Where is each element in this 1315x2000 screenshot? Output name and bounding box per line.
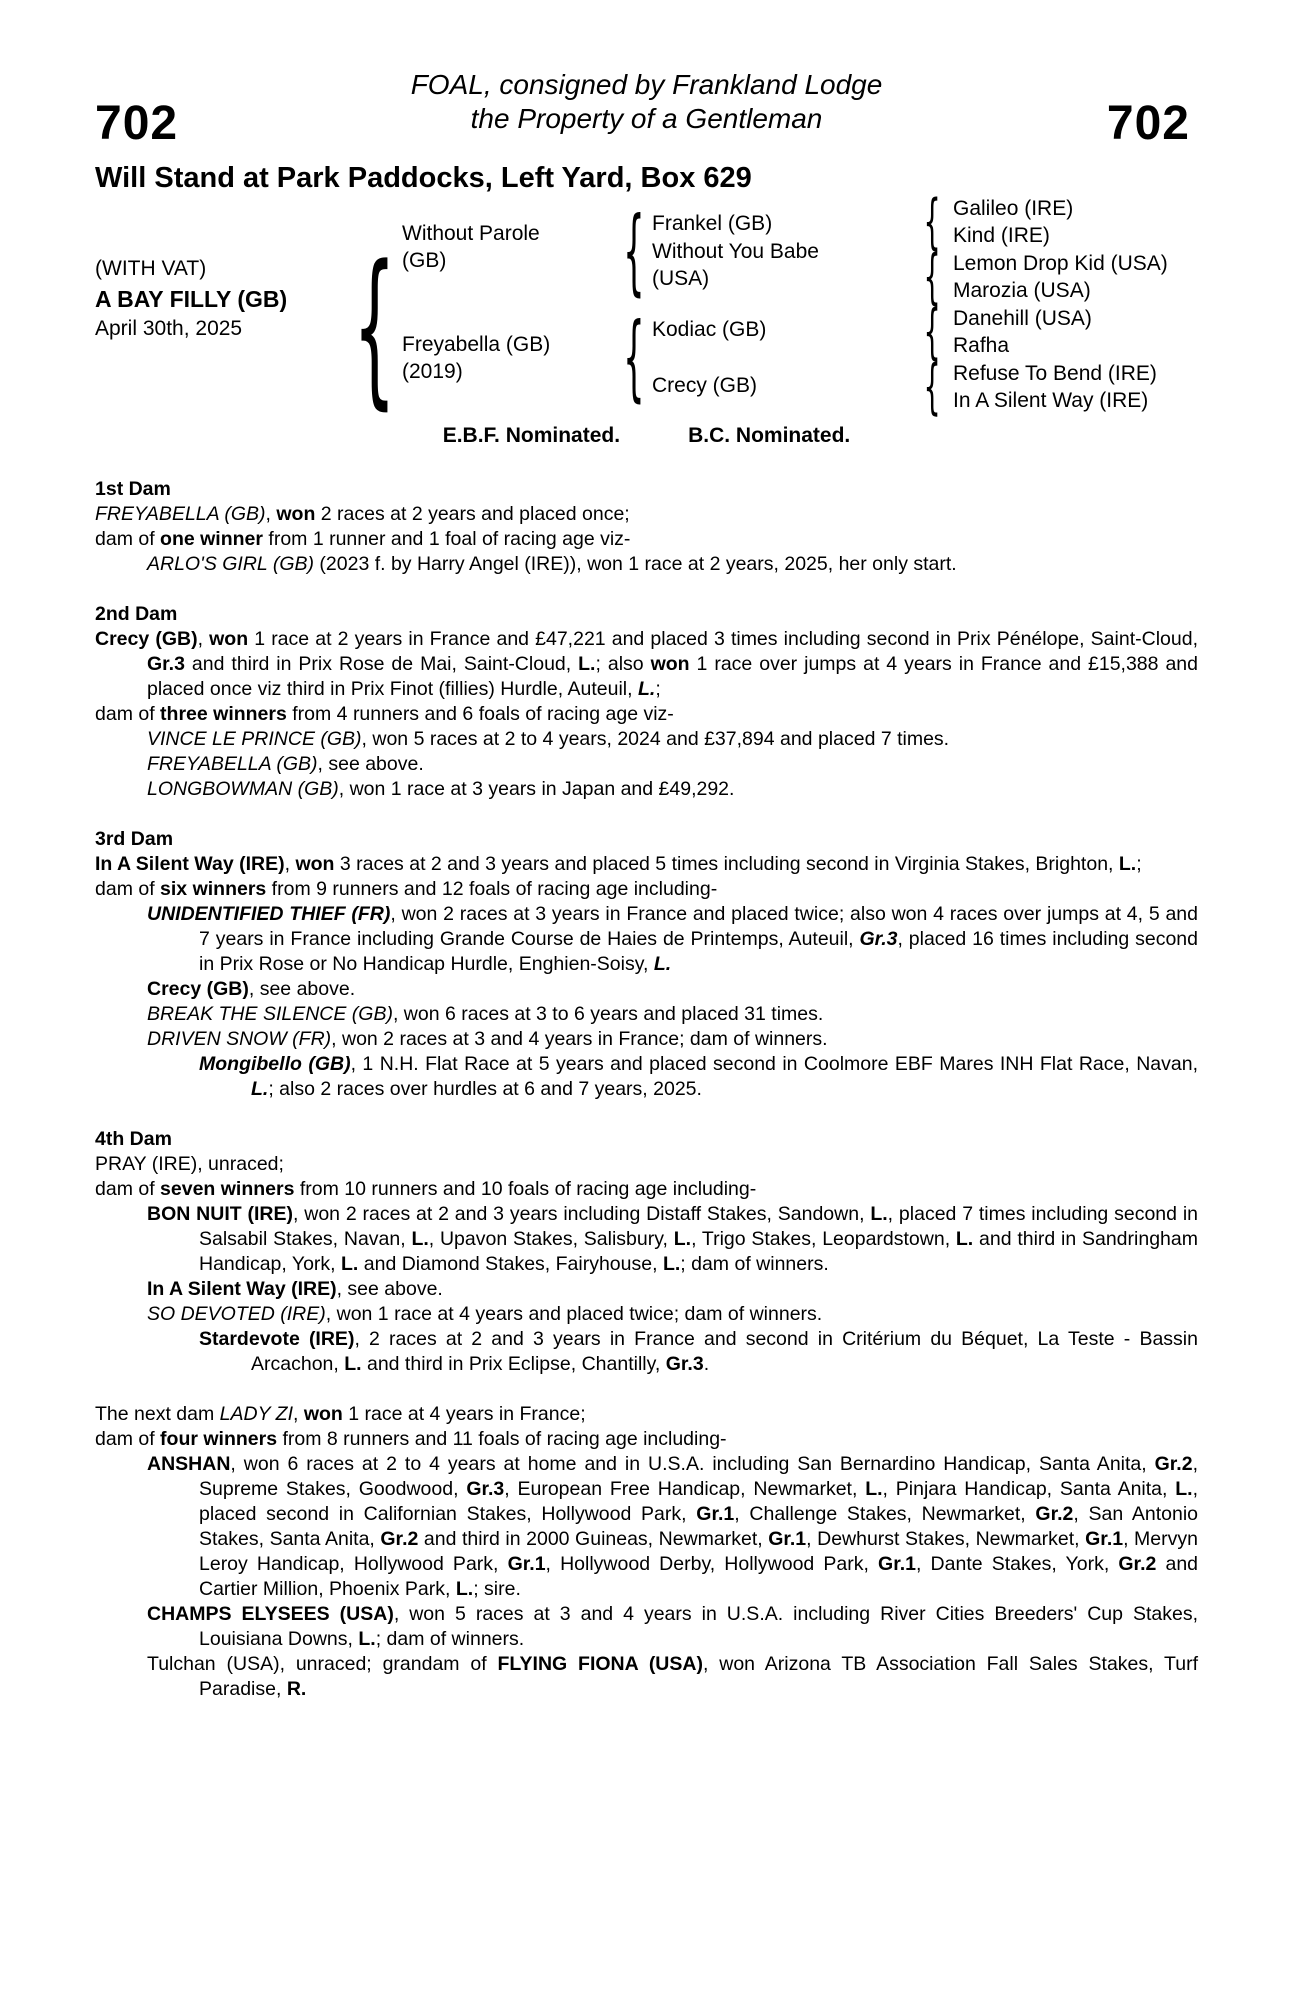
text-segment: ; also 2 races over hurdles at 6 and 7 years, 2025. (268, 1078, 702, 1100)
pedigree-paragraph (95, 1002, 1198, 1027)
text-segment: Gr.1 (1085, 1528, 1124, 1550)
text-segment: L. (1118, 853, 1137, 875)
dam-sire-line1: Kodiac (GB) (652, 318, 767, 341)
text-segment: dam of (95, 1428, 161, 1450)
text-segment: L. (251, 1078, 269, 1100)
sire-line2: (GB) (402, 249, 447, 272)
text-segment: dam of (95, 703, 161, 725)
text-segment: ARLO'S GIRL (GB) (147, 553, 314, 575)
pedigree-paragraph (95, 1152, 1198, 1177)
pedigree-paragraph (95, 1202, 1198, 1277)
text-segment: Gr.3 (665, 1353, 704, 1375)
text-segment: L. (455, 1578, 474, 1600)
text-segment: , placed second in Californian Stakes, Hollywood Park, (199, 1478, 1198, 1525)
text-segment: UNIDENTIFIED THIEF (FR) (147, 903, 391, 925)
text-segment: , placed 7 times including second in Salsabil Stakes, Navan, (199, 1203, 1198, 1250)
text-segment: ; sire. (473, 1578, 521, 1600)
text-segment: , (197, 628, 210, 650)
text-segment: won (303, 1403, 343, 1425)
text-segment: Gr.2 (1154, 1453, 1193, 1475)
gen3-name: Marozia (USA) (953, 279, 1091, 302)
text-segment: and third in Sandringham Handicap, York, (199, 1228, 1198, 1275)
text-segment: Gr.1 (696, 1503, 735, 1525)
text-segment: L. (870, 1203, 888, 1225)
text-segment: Gr.3 (147, 653, 185, 675)
text-segment: Crecy (GB) (95, 628, 198, 650)
foal-name: A BAY FILLY (GB) (95, 286, 288, 312)
brace-glyph: { (923, 297, 941, 367)
text-segment: 1 race at 2 years in France and £47,221 and placed 3 times including second in Prix Pénélope, Saint-Cloud, (248, 628, 1198, 650)
pedigree-paragraph (95, 1652, 1198, 1702)
dam-sire-name (652, 316, 766, 343)
text-segment: Gr.1 (878, 1553, 916, 1575)
pedigree-paragraph (95, 877, 1198, 902)
text-segment: 2 races at 2 years and placed once; (315, 503, 630, 525)
text-segment: three winners (160, 703, 287, 725)
gen3-name: Danehill (USA) (953, 307, 1092, 330)
pedigree-paragraph (95, 1327, 1198, 1377)
text-segment: L. (344, 1353, 362, 1375)
pedigree-paragraph (95, 1302, 1198, 1327)
pedigree-paragraph (95, 852, 1198, 877)
text-segment: L. (955, 1228, 974, 1250)
text-segment: In A Silent Way (IRE) (147, 1278, 337, 1300)
text-segment: FREYABELLA (GB) (95, 503, 266, 525)
text-segment: Stardevote (IRE) (199, 1328, 355, 1350)
text-segment: ; (655, 678, 661, 700)
text-segment: Gr.3 (466, 1478, 505, 1500)
text-segment: , won 2 races at 2 and 3 years including Distaff Stakes, Sandown, (292, 1203, 871, 1225)
pedigree-paragraph (95, 977, 1198, 1002)
text-segment: , Upavon Stakes, Salisbury, (428, 1228, 674, 1250)
text-segment: . (703, 1353, 710, 1375)
pedigree-paragraph (95, 702, 1198, 727)
dam-heading: 4th Dam (95, 1128, 172, 1150)
brace-glyph: { (923, 352, 941, 422)
text-segment: , Supreme Stakes, Goodwood, (199, 1453, 1198, 1500)
text-segment: from 8 runners and 11 foals of racing age including- (277, 1428, 727, 1450)
text-segment: seven winners (160, 1178, 295, 1200)
text-segment: BREAK THE SILENCE (GB) (147, 1003, 393, 1025)
text-segment: (2023 f. by Harry Angel (IRE)), won 1 race at 2 years, 2025, her only start. (314, 553, 957, 575)
text-segment: Gr.2 (1035, 1503, 1074, 1525)
text-segment: ANSHAN (147, 1453, 231, 1475)
text-segment: FLYING FIONA (USA) (497, 1653, 703, 1675)
text-segment: from 10 runners and 10 foals of racing age including- (294, 1178, 757, 1200)
gen3-name: Refuse To Bend (IRE) (953, 362, 1157, 385)
text-segment: , see above. (248, 978, 356, 1000)
stand-location-line: Will Stand at Park Paddocks, Left Yard, Box 629 (95, 162, 752, 194)
text-segment: four winners (160, 1428, 278, 1450)
text-segment: Gr.2 (380, 1528, 419, 1550)
brace-glyph: { (352, 229, 396, 425)
consignor-line: FOAL, consigned by Frankland Lodge (410, 69, 883, 100)
text-segment: , see above. (317, 753, 424, 775)
pedigree-paragraph (95, 552, 1198, 577)
text-segment: Mongibello (GB) (199, 1053, 351, 1075)
dam-section (95, 827, 1198, 1102)
text-segment: , San Antonio Stakes, Santa Anita, (199, 1503, 1198, 1550)
pedigree-sections (95, 477, 1198, 1702)
foal-date: April 30th, 2025 (95, 317, 243, 340)
text-segment: , placed 16 times including second in Prix Rose or No Handicap Hurdle, Enghien-Soisy, (199, 928, 1198, 975)
sire-sire-name (652, 210, 772, 237)
text-segment: L. (662, 1253, 681, 1275)
text-segment: one winner (160, 528, 263, 550)
text-segment: ; dam of winners. (680, 1253, 829, 1275)
text-segment: ; also (595, 653, 651, 675)
text-segment: , Dewhurst Stakes, Newmarket, (806, 1528, 1086, 1550)
sire-line1: Without Parole (402, 222, 540, 245)
text-segment: , won 5 races at 3 and 4 years in U.S.A. including River Cities Breeders' Cup Stakes, Louisiana Downs, (199, 1603, 1199, 1650)
text-segment: , (265, 503, 277, 525)
text-segment: FREYABELLA (GB) (147, 753, 318, 775)
pedigree-paragraph (95, 1402, 1198, 1427)
text-segment: won (209, 628, 249, 650)
pedigree-paragraph (95, 902, 1198, 977)
text-segment: won (295, 853, 335, 875)
sire-sire-line1: Frankel (GB) (652, 212, 773, 235)
text-segment: PRAY (IRE), unraced; (95, 1153, 284, 1175)
pedigree-paragraph (95, 727, 1198, 752)
text-segment: L. (358, 1628, 376, 1650)
text-segment: The next dam (95, 1403, 220, 1425)
text-segment: R. (286, 1678, 307, 1700)
text-segment: six winners (160, 878, 267, 900)
text-segment: , European Free Handicap, Newmarket, (504, 1478, 866, 1500)
text-segment: , 2 races at 2 and 3 years in France and second in Critérium du Béquet, La Teste - Bassin Arcachon, (251, 1328, 1198, 1375)
dam-name (402, 331, 550, 385)
text-segment: dam of (95, 528, 161, 550)
dam-section (95, 1127, 1198, 1377)
text-segment: L. (411, 1228, 429, 1250)
gen3-name: Galileo (IRE) (953, 197, 1074, 220)
text-segment: Gr.2 (1118, 1553, 1157, 1575)
text-segment: and Cartier Million, Phoenix Park, (199, 1553, 1199, 1600)
text-segment: , Challenge Stakes, Newmarket, (734, 1503, 1036, 1525)
text-segment: , won 6 races at 2 to 4 years at home and in U.S.A. including San Bernardino Handicap, Santa Anita, (230, 1453, 1155, 1475)
dam-section (95, 602, 1198, 802)
text-segment: from 1 runner and 1 foal of racing age viz- (262, 528, 631, 550)
brace-glyph: { (923, 187, 941, 257)
text-segment: L. (578, 653, 596, 675)
dam-section (95, 1402, 1198, 1702)
text-segment: VINCE LE PRINCE (GB) (147, 728, 362, 750)
text-segment: , won 6 races at 3 to 6 years and placed 31 times. (392, 1003, 824, 1025)
pedigree-paragraph (95, 502, 1198, 527)
dam-line2: (2019) (402, 360, 463, 383)
dam-heading: 1st Dam (95, 478, 171, 500)
pedigree-paragraph (95, 1177, 1198, 1202)
text-segment: Crecy (GB) (147, 978, 249, 1000)
pedigree-paragraph (95, 527, 1198, 552)
brace-glyph: { (623, 303, 645, 412)
text-segment: L. (1175, 1478, 1193, 1500)
pedigree-paragraph (95, 752, 1198, 777)
nominations-line (95, 424, 1198, 448)
dam-dam-line1: Crecy (GB) (652, 374, 757, 397)
text-segment: dam of (95, 878, 161, 900)
text-segment: , won 2 races at 3 years in France and placed twice; also won 4 races over jumps at 4, 5 and 7 years in France including Grande Course de Haies de Printemps, Auteuil, (199, 903, 1198, 950)
text-segment: won (650, 653, 690, 675)
text-segment: , won 5 races at 2 to 4 years, 2024 and £37,894 and placed 7 times. (361, 728, 950, 750)
text-segment: , see above. (336, 1278, 443, 1300)
text-segment: , Dante Stakes, York, (916, 1553, 1119, 1575)
text-segment: ; dam of winners. (375, 1628, 525, 1650)
ebf-nominated: E.B.F. Nominated. (442, 424, 621, 447)
text-segment: SO DEVOTED (IRE) (147, 1303, 326, 1325)
brace-glyph: { (923, 242, 941, 312)
pedigree-brace-gen3-4 (914, 352, 950, 422)
text-segment: and third in 2000 Guineas, Newmarket, (418, 1528, 769, 1550)
text-segment: L. (673, 1228, 692, 1250)
text-segment: 1 race over jumps at 4 years in France and £15,388 and placed once viz third in Prix Finot (fillies) Hurdle, Auteuil, (147, 653, 1198, 700)
text-segment: , won 1 race at 3 years in Japan and £49,292. (338, 778, 735, 800)
pedigree-paragraph (95, 1602, 1198, 1652)
sire-dam-line2: (USA) (652, 267, 710, 290)
sire-dam-name (652, 238, 819, 292)
property-line: the Property of a Gentleman (470, 103, 823, 134)
text-segment: Tulchan (USA), unraced; grandam of (147, 1653, 498, 1675)
text-segment: , Hollywood Derby, Hollywood Park, (545, 1553, 879, 1575)
text-segment: , won 1 race at 4 years and placed twice; dam of winners. (325, 1303, 823, 1325)
text-segment: L. (653, 953, 672, 975)
text-segment: In A Silent Way (IRE) (95, 853, 285, 875)
pedigree-paragraph (95, 1452, 1198, 1602)
text-segment: , 1 N.H. Flat Race at 5 years and placed second in Coolmore EBF Mares INH Flat Race, Navan, (350, 1053, 1198, 1075)
gen3-name: Kind (IRE) (953, 224, 1050, 247)
text-segment: Gr.1 (768, 1528, 807, 1550)
text-segment: ; (1136, 853, 1142, 875)
gen3-name: Rafha (953, 334, 1010, 357)
brace-glyph: { (623, 197, 645, 306)
sire-name (402, 220, 540, 274)
text-segment: LONGBOWMAN (GB) (147, 778, 339, 800)
text-segment: 1 race at 4 years in France; (342, 1403, 586, 1425)
text-segment: BON NUIT (IRE) (147, 1203, 293, 1225)
gen3-name: In A Silent Way (IRE) (953, 389, 1149, 412)
foal-details (95, 254, 287, 344)
text-segment: , Mervyn Leroy Handicap, Hollywood Park, (199, 1528, 1198, 1575)
dam-heading: 3rd Dam (95, 828, 174, 850)
text-segment: and third in Prix Eclipse, Chantilly, (361, 1353, 666, 1375)
text-segment: CHAMPS ELYSEES (USA) (147, 1603, 394, 1625)
sire-dam-line1: Without You Babe (652, 240, 819, 263)
dam-line1: Freyabella (GB) (402, 333, 551, 356)
text-segment: , won Arizona TB Association Fall Sales Stakes, Turf Paradise, (199, 1653, 1198, 1700)
text-segment: 3 races at 2 and 3 years and placed 5 times including second in Virginia Stakes, Brighton, (334, 853, 1119, 875)
dam-dam-name (652, 372, 757, 399)
text-segment: and third in Prix Rose de Mai, Saint-Cloud, (184, 653, 579, 675)
text-segment: and Diamond Stakes, Fairyhouse, (358, 1253, 663, 1275)
text-segment: from 4 runners and 6 foals of racing age viz- (286, 703, 674, 725)
text-segment: from 9 runners and 12 foals of racing age including- (266, 878, 718, 900)
text-segment: , Trigo Stakes, Leopardstown, (691, 1228, 956, 1250)
bc-nominated: B.C. Nominated. (688, 424, 851, 447)
text-segment: L. (341, 1253, 359, 1275)
text-segment: won (276, 503, 316, 525)
pedigree-paragraph (95, 1027, 1198, 1052)
pedigree-paragraph (95, 777, 1198, 802)
text-segment: L. (865, 1478, 883, 1500)
text-segment: DRIVEN SNOW (FR) (147, 1028, 332, 1050)
text-segment: , (293, 1403, 304, 1425)
text-segment: LADY ZI (219, 1403, 293, 1425)
pedigree-paragraph (95, 1052, 1198, 1102)
text-segment: Gr.1 (507, 1553, 546, 1575)
text-segment: Gr.3 (859, 928, 898, 950)
pedigree-paragraph (95, 1427, 1198, 1452)
dam-section (95, 477, 1198, 577)
dam-heading: 2nd Dam (95, 603, 178, 625)
text-segment: , Pinjara Handicap, Santa Anita, (882, 1478, 1176, 1500)
text-segment: dam of (95, 1178, 161, 1200)
lot-number-left: 702 (95, 97, 179, 150)
pedigree-paragraph (95, 1277, 1198, 1302)
lot-number-right: 702 (1106, 97, 1190, 150)
gen3-name: Lemon Drop Kid (USA) (953, 252, 1168, 275)
text-segment: , won 2 races at 3 and 4 years in France; dam of winners. (331, 1028, 828, 1050)
vat-note: (WITH VAT) (95, 257, 207, 280)
pedigree-paragraph (95, 627, 1198, 702)
text-segment: L. (637, 678, 656, 700)
text-segment: , (284, 853, 296, 875)
